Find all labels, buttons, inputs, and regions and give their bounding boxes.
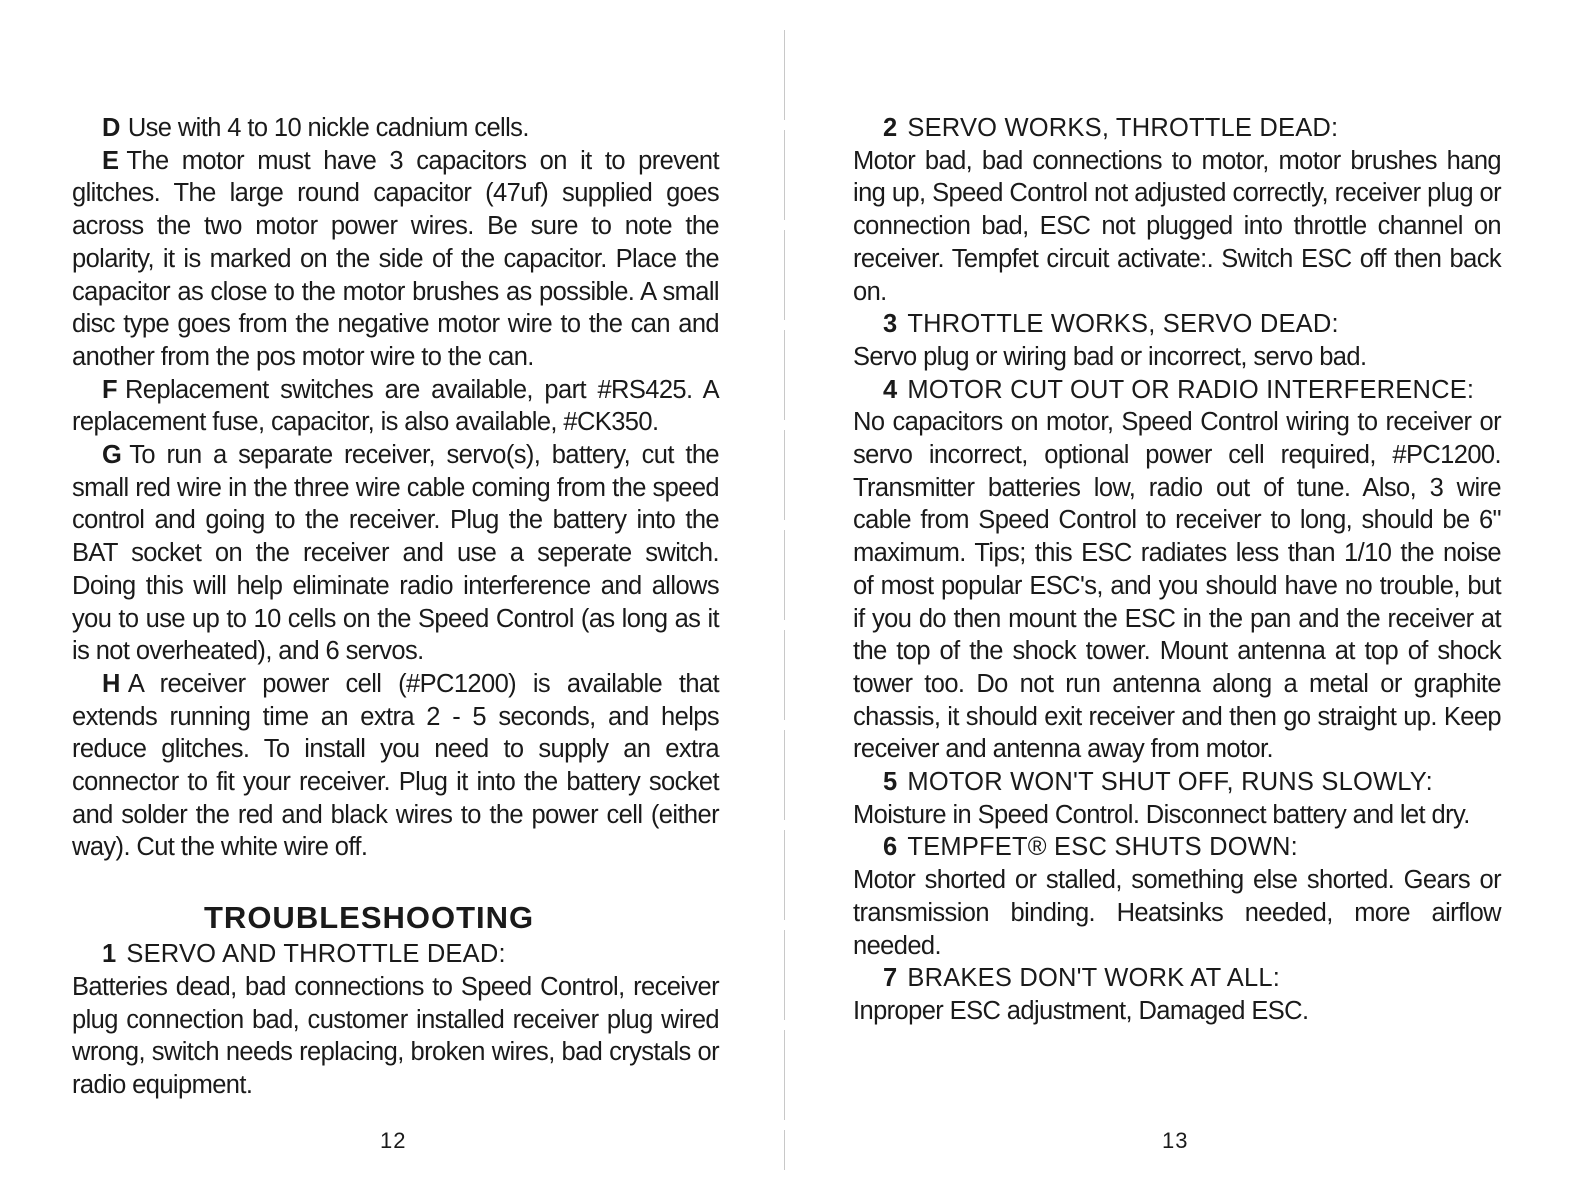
- trouble-heading-3: [853, 308, 1501, 341]
- left-page: [0, 0, 787, 1196]
- trouble-desc-6: Motor shorted or stalled, something else shorted. Gears or transmission binding. Heatsinks needed, more airflow needed.: [853, 866, 1501, 960]
- trouble-heading-2: [853, 112, 1501, 145]
- trouble-number: 2: [883, 114, 898, 142]
- trouble-desc-4: No capacitors on motor, Speed Control wiring to receiver or servo incorrect, optional power cell required, #PC1200. Transmitter batteries low, radio out of tune. Also, 3 wire cable from Speed Control to receiver to long, should be 6" maximum. Tips; this ESC radiates less than 1/10 the noise of most popular ESC's, and you should have no trouble, but if you do then mount the ESC in the pan and the receiver at the top of the shock tower. Mount antenna at top of shock tower too. Do not run antenna along a metal or graphite chassis, it should exit receiver and then go straight up. Keep receiver and antenna away from motor.: [853, 408, 1501, 764]
- page-divider: [784, 30, 785, 1170]
- trouble-heading-text: TEMPFET® ESC SHUTS DOWN:: [907, 833, 1298, 862]
- trouble-heading-7: [853, 962, 1501, 995]
- trouble-heading-text: MOTOR CUT OUT OR RADIO INTERFERENCE:: [907, 375, 1475, 404]
- trouble-desc-2: Motor bad, bad connections to motor, motor brushes hang ing up, Speed Control not adjusted correctly, receiver plug or connection bad, ESC not plugged into throttle channel on receiver. Tempfet circuit activate:. Switch ESC off then back on.: [853, 146, 1501, 306]
- item-letter: E: [102, 146, 119, 175]
- trouble-heading-5: [853, 766, 1501, 799]
- trouble-number: 5: [883, 768, 898, 797]
- item-letter: H: [102, 669, 120, 698]
- trouble-number: 4: [883, 375, 898, 404]
- item-letter: D: [102, 114, 120, 142]
- page-number: 12: [380, 1128, 407, 1153]
- trouble-desc-3: Servo plug or wiring bad or incorrect, servo bad.: [853, 342, 1367, 371]
- trouble-heading-text: SERVO WORKS, THROTTLE DEAD:: [907, 114, 1339, 142]
- page-number: 13: [1162, 1128, 1189, 1153]
- item-text: Use with 4 to 10 nickle cadnium cells.: [127, 114, 529, 142]
- item-f: [72, 374, 719, 439]
- trouble-number: 3: [883, 310, 898, 339]
- trouble-number: 6: [883, 833, 898, 862]
- item-text: To run a separate receiver, servo(s), battery, cut the small red wire in the three wire cable coming from the speed control and going to the receiver. Plug the battery into the BAT socket on the receiver and use a seperate switch. Doing this will help eliminate radio interference and allows you to use up to 10 cells on the Speed Control (as long as it is not overheated), and 6 servos.: [72, 441, 719, 666]
- section-title: TROUBLESHOOTING: [204, 900, 535, 936]
- trouble-number: 7: [883, 964, 898, 993]
- right-page: [787, 0, 1575, 1196]
- trouble-heading-text: MOTOR WON'T SHUT OFF, RUNS SLOWLY:: [907, 768, 1433, 797]
- item-h: [72, 668, 719, 864]
- item-text: Replacement switches are available, part #RS425. A replacement fuse, capacitor, is also available, #CK350.: [72, 375, 719, 437]
- trouble-heading-4: [853, 374, 1501, 407]
- item-d: [72, 112, 719, 145]
- item-text: A receiver power cell (#PC1200) is available that extends running time an extra 2 - 5 seconds, and helps reduce glitches. To install you need to supply an extra connector to fit your receiver. Plug it into the battery socket and solder the red and black wires to the power cell (either way). Cut the white wire off.: [72, 669, 719, 862]
- right-text-column: [853, 112, 1501, 1028]
- trouble-desc-5: Moisture in Speed Control. Disconnect battery and let dry.: [853, 800, 1470, 829]
- item-letter: F: [102, 375, 117, 404]
- trouble-number: 1: [102, 940, 117, 969]
- item-letter: G: [102, 441, 122, 470]
- item-g: [72, 439, 719, 668]
- trouble-heading-text: SERVO AND THROTTLE DEAD:: [126, 940, 506, 969]
- trouble-heading-text: BRAKES DON'T WORK AT ALL:: [907, 964, 1281, 993]
- trouble-desc-7: Inproper ESC adjustment, Damaged ESC.: [853, 996, 1309, 1025]
- item-e: [72, 145, 719, 374]
- trouble-desc-1: Batteries dead, bad connections to Speed Control, receiver plug connection bad, customer installed receiver plug wired wrong, switch needs replacing, broken wires, bad crystals or radio equipment.: [72, 972, 719, 1099]
- trouble-heading-text: THROTTLE WORKS, SERVO DEAD:: [907, 310, 1339, 339]
- item-text: The motor must have 3 capacitors on it to prevent glitches. The large round capacitor (47uf) supplied goes across the two motor power wires. Be sure to note the polarity, it is marked on the side of the capacitor. Place the capacitor as close to the motor brushes as possible. A small disc type goes from the negative motor wire to the can and another from the pos motor wire to the can.: [72, 146, 719, 371]
- trouble-heading-6: [853, 831, 1501, 864]
- trouble-heading-1: [72, 938, 719, 971]
- left-text-column: [72, 112, 719, 1102]
